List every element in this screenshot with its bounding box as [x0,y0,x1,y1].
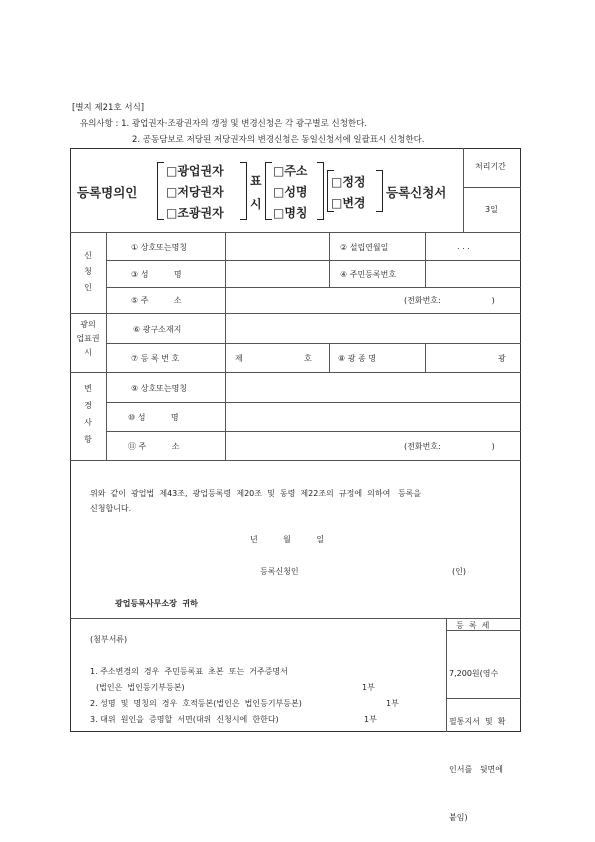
mine-location-label: ⑥ 광구소재지 [133,325,182,334]
attachment-1-sub: (법인은 법인등기부등본) [96,683,185,692]
applicant-name-field[interactable] [226,233,328,259]
applicant-phone[interactable]: (전화번호: ) [404,296,495,305]
attachment-3-qty: 1부 [364,715,377,724]
title-group3-0: □정정 [331,175,366,189]
addressee: 광업등록사무소장 귀하 [115,599,198,608]
change-person-field[interactable] [226,403,520,430]
title-suffix: 등록신청서 [386,185,447,200]
attachment-2-qty: 1부 [386,699,399,708]
bracket-right-2 [317,162,324,220]
resident-number-field[interactable] [426,261,520,286]
registration-number-suffix: 호 [304,354,312,363]
change-section-label: 변 경 사 항 [84,384,92,444]
bracket-right-3 [376,170,383,212]
fee-text: 7,200원(영수 필통지서 및 확 인서를 뒷면에 붙임) [449,669,506,822]
mining-section-label: 광의 업표권 시 [76,320,100,357]
bracket-right-1 [240,162,247,220]
date-line[interactable]: 년 월 일 [250,535,325,544]
established-date-label: ② 설립연월일 [340,243,389,252]
title-prefix: 등록명의인 [77,185,138,200]
title-group2-0: □주소 [273,164,308,178]
change-phone[interactable]: (전화번호: ) [404,442,495,451]
note-2: 2. 공동담보로 저당된 저당권자의 변경신청은 동일신청서에 일괄표시 신청한다. [132,135,425,145]
form-number: [별지 제21호 서식] [72,103,145,113]
seal-mark[interactable]: (인) [452,567,466,576]
applicant-address-label: ⑤ 주 소 [131,296,182,305]
title-group1-0: □광업권자 [166,164,224,178]
registration-number-prefix: 제 [235,354,243,363]
bracket-left-1 [157,162,164,220]
title-group2-2: □명칭 [273,206,308,220]
processing-period-value: 3일 [485,205,498,214]
attachments-heading: (첨부서류) [90,635,128,644]
change-name-field[interactable] [226,373,520,401]
mineral-type-suffix: 광 [498,354,506,363]
note-1: 유의사항 : 1. 광업권자·조광권자의 갱정 및 변경신청은 각 광구별로 신청한다. [80,119,368,129]
applicant-name-label: ① 상호또는명칭 [131,243,188,252]
applicant-signature-label: 등록신청인 [260,567,299,576]
title-group2-1: □성명 [273,185,308,199]
bracket-left-2 [265,162,272,220]
fee-label: 등 록 세 [456,621,490,630]
applicant-person-field[interactable] [226,261,328,286]
attachment-3: 3. 대위 원인을 증명할 서면(대위 신청시에 한한다) [90,715,279,724]
registration-number-label: ⑦ 등 록 번 호 [131,354,180,363]
mineral-type-label: ⑧ 광 종 명 [338,354,376,363]
applicant-person-label: ③ 성 명 [131,270,182,279]
attachment-2: 2. 성명 및 명칭의 경우 호적등본(법인은 법인등기부등본) [90,699,302,708]
processing-period-label: 처리기간 [475,162,506,171]
change-address-label: ⑪ 주 소 [128,442,180,451]
title-pyo: 표 [250,174,262,188]
change-person-label: ⑩ 성 명 [128,413,179,422]
change-name-label: ⑨ 상호또는명칭 [131,384,188,393]
title-group1-1: □저당권자 [166,185,224,199]
title-group1-2: □조광권자 [166,206,224,220]
mine-location-field[interactable] [226,314,520,342]
established-date-field[interactable]: . . . [457,242,470,251]
applicant-section-label: 신 청 인 [84,251,92,292]
statement-line-2: 신청합니다. [90,504,132,513]
attachment-1: 1. 주소변경의 경우 주민등록표 초본 또는 거주증명서 [90,667,288,676]
attachment-1-qty: 1부 [362,683,375,692]
title-group3-1: □변경 [331,196,366,210]
statement-line-1: 위와 같이 광업법 제43조, 광업등록령 제20조 및 동령 제22조의 규정에 의하여 등록을 [90,489,422,498]
title-si: 시 [250,197,262,211]
resident-number-label: ④ 주민등록번호 [340,270,397,279]
